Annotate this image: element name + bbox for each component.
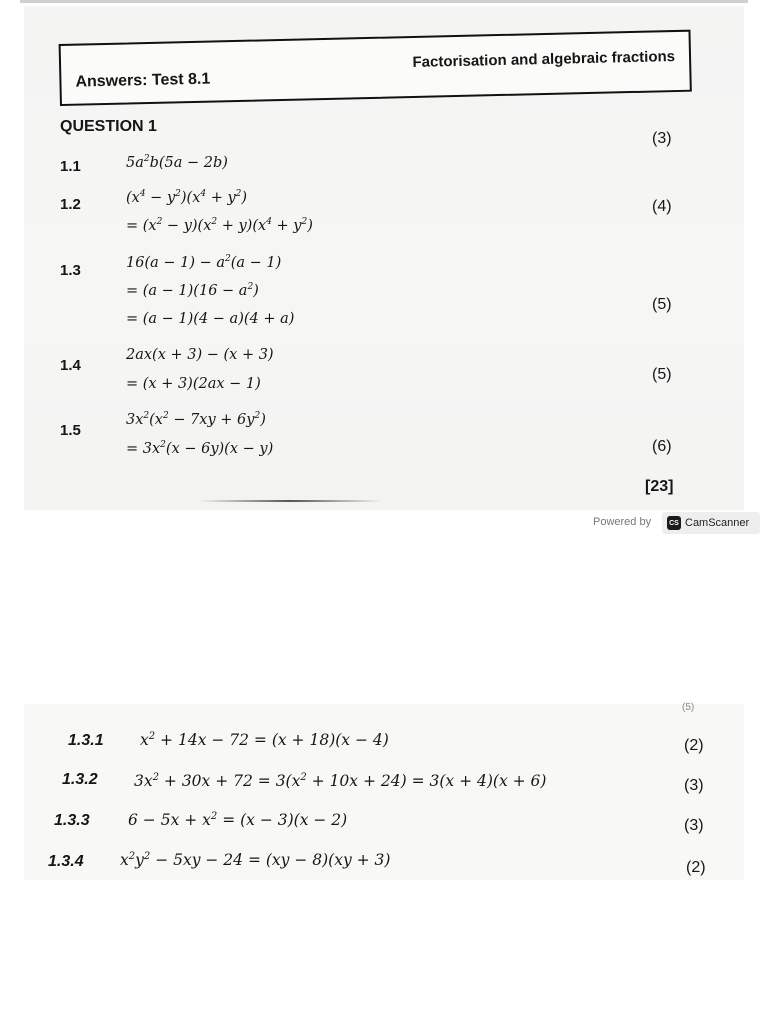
answer-1-2-line-1: $(x^4 - y^2)(x^4 + y^2)$ bbox=[126, 189, 248, 206]
answer-1-1-expression: $5a^2b(5a - 2b)$ bbox=[126, 154, 228, 171]
answer-number-1-4: 1.4 bbox=[60, 357, 81, 374]
answer-1-2-line-2: = $(x^2 - y)(x^2 + y)(x^4 + y^2)$ bbox=[126, 217, 313, 234]
answer-1-3-3-expression: $6 - 5x + x^2 = (x - 3)(x - 2)$ bbox=[128, 810, 348, 829]
powered-by-text: Powered by bbox=[593, 516, 652, 528]
mark-1-3-3: (3) bbox=[684, 817, 704, 834]
answer-number-1-2: 1.2 bbox=[60, 196, 81, 213]
header-right-title: Factorisation and algebraic fractions bbox=[412, 48, 676, 71]
mark-1-4: (5) bbox=[652, 366, 672, 383]
mark-1-3-4: (2) bbox=[686, 859, 706, 876]
answer-1-3-1-expression: $x^2 + 14x - 72 = (x + 18)(x - 4)$ bbox=[140, 730, 389, 749]
scan-top-edge bbox=[20, 0, 748, 3]
answer-number-1-3: 1.3 bbox=[60, 262, 81, 279]
camscanner-brand: CamScanner bbox=[685, 517, 750, 529]
mark-1-1: (3) bbox=[652, 130, 672, 147]
answer-number-1-3-4: 1.3.4 bbox=[48, 853, 84, 870]
mark-1-2: (4) bbox=[652, 198, 672, 215]
answer-number-1-5: 1.5 bbox=[60, 422, 81, 439]
answer-1-5-line-2: = $3x^2(x - 6y)(x - y)$ bbox=[126, 440, 274, 457]
mark-1-3: (5) bbox=[652, 296, 672, 313]
mark-1-5: (6) bbox=[652, 438, 672, 455]
answer-1-3-line-1: $16(a - 1) - a^2(a - 1)$ bbox=[126, 254, 282, 271]
question-title: QUESTION 1 bbox=[60, 118, 157, 135]
divider-line bbox=[200, 500, 380, 502]
answer-number-1-3-2: 1.3.2 bbox=[62, 771, 98, 788]
answer-1-3-line-2: = $(a - 1)(16 - a^2)$ bbox=[126, 282, 259, 299]
cropped-mark-fragment: (5) bbox=[682, 702, 695, 713]
answer-number-1-3-1: 1.3.1 bbox=[68, 732, 104, 749]
camscanner-badge bbox=[662, 512, 760, 534]
answer-1-3-line-3: = (a − 1)(4 − a)(4 + a) bbox=[126, 311, 295, 327]
answer-1-4-line-2: = (x + 3)(2ax − 1) bbox=[126, 376, 261, 392]
mark-1-3-2: (3) bbox=[684, 777, 704, 794]
answer-number-1-1: 1.1 bbox=[60, 158, 81, 175]
answer-1-4-line-1: 2ax(x + 3) − (x + 3) bbox=[126, 347, 274, 363]
answer-1-5-line-1: $3x^2(x^2 - 7xy + 6y^2)$ bbox=[126, 411, 266, 428]
header-left-title: Answers: Test 8.1 bbox=[75, 70, 211, 91]
answer-number-1-3-3: 1.3.3 bbox=[54, 812, 90, 829]
answer-1-3-2-expression: $3x^2 + 30x + 72 = 3(x^2 + 10x + 24) = 3(x + 4)(x + 6)$ bbox=[134, 771, 547, 790]
mark-1-3-1: (2) bbox=[684, 737, 704, 754]
camscanner-icon: CS bbox=[667, 516, 681, 530]
answer-1-3-4-expression: $x^2y^2 - 5xy - 24 = (xy - 8)(xy + 3)$ bbox=[120, 850, 391, 869]
total-marks: [23] bbox=[645, 478, 674, 495]
